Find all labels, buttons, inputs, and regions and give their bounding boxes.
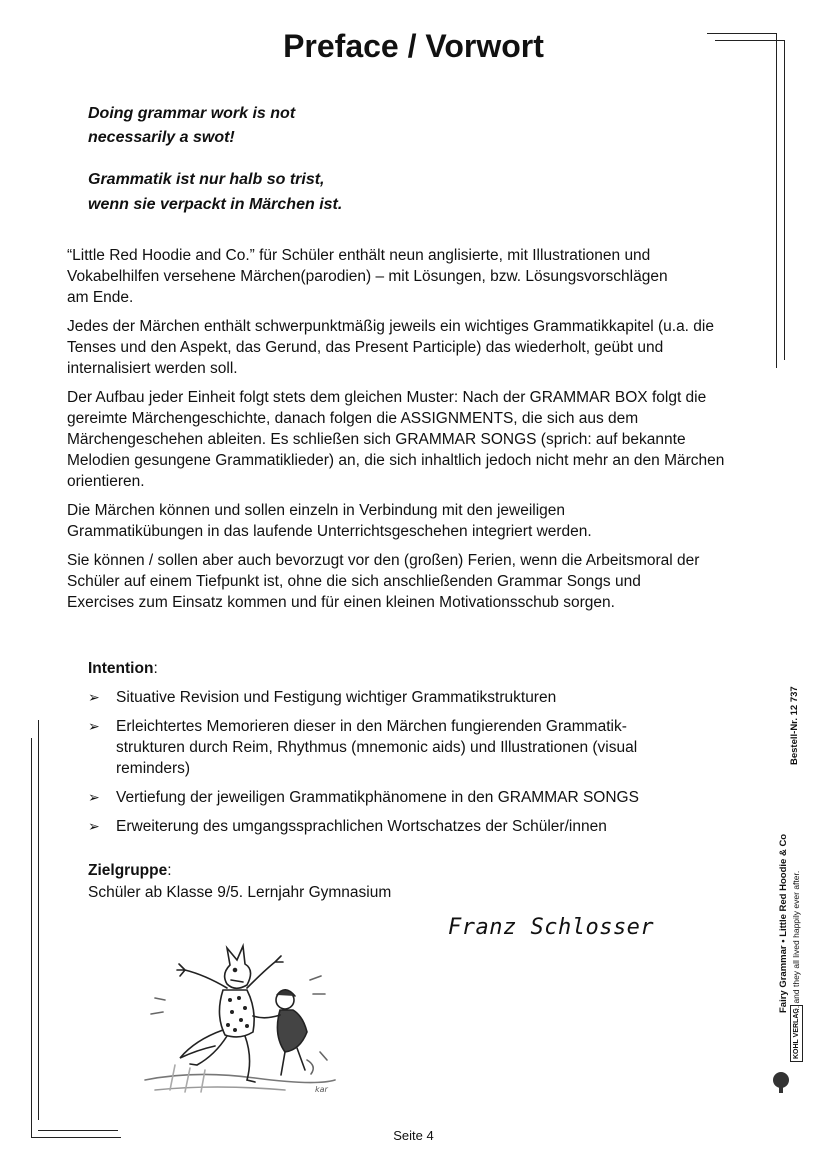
target-colon: : bbox=[167, 862, 172, 879]
series-title: Fairy Grammar • Little Red Hoodie & Co bbox=[778, 833, 789, 1013]
motto-line-2: necessarily a swot! bbox=[88, 129, 235, 146]
motto-line-4: wenn sie verpackt in Märchen ist. bbox=[88, 196, 343, 213]
list-item-text: Vertiefung der jeweiligen Grammatikphänomene in den GRAMMAR SONGS bbox=[116, 789, 639, 806]
list-item bbox=[88, 816, 728, 837]
intention-heading: Intention bbox=[88, 660, 154, 677]
arrow-bullet-icon: ➢ bbox=[88, 718, 100, 734]
frame-line-right-v bbox=[776, 33, 777, 368]
list-item-text: Situative Revision und Festigung wichtiger Grammatikstrukturen bbox=[116, 689, 557, 706]
svg-text:kar: kar bbox=[315, 1085, 328, 1094]
page-title: Preface / Vorwort bbox=[283, 28, 544, 64]
intention-colon: : bbox=[153, 660, 158, 677]
paragraph: Die Märchen können und sollen einzeln in Verbindung mit den jeweiligen Grammatikübungen in das laufende Unterrichtsgeschehen integriert werden. bbox=[67, 502, 592, 540]
target-text: Schüler ab Klasse 9/5. Lernjahr Gymnasium bbox=[88, 884, 392, 901]
arrow-bullet-icon: ➢ bbox=[88, 818, 100, 834]
target-heading: Zielgruppe bbox=[88, 862, 168, 879]
frame-line-left-v2 bbox=[38, 720, 39, 1120]
list-item bbox=[88, 787, 728, 808]
intention-section bbox=[88, 658, 728, 845]
frame-line-left-v bbox=[31, 738, 32, 1138]
motto-line-3: Grammatik ist nur halb so trist, bbox=[88, 171, 325, 188]
body-text bbox=[67, 245, 725, 621]
publisher-logo-icon bbox=[768, 1068, 794, 1094]
publisher-logo-text: KOHL VERLAG bbox=[790, 1005, 803, 1062]
order-number: Bestell-Nr. 12 737 bbox=[789, 686, 800, 765]
paragraph: Sie können / sollen aber auch bevorzugt vor den (großen) Ferien, wenn die Arbeitsmoral der Schüler auf einem Tiefpunkt ist, ohne die sich anschließenden Grammar Songs und Exercises zum Einsatz kommen und für einen kleinen Motivationsschub sorgen. bbox=[67, 552, 700, 611]
list-item-text: Erweiterung des umgangssprachlichen Wortschatzes der Schüler/innen bbox=[116, 818, 607, 835]
intention-list bbox=[88, 687, 728, 837]
list-item bbox=[88, 716, 691, 779]
list-item bbox=[88, 687, 728, 708]
wolf-dance-illustration bbox=[135, 940, 345, 1105]
signature: Franz Schlosser bbox=[448, 915, 655, 940]
paragraph: Jedes der Märchen enthält schwerpunktmäßig jeweils ein wichtiges Grammatikkapitel (u.a. die Tenses und den Aspekt, das Gerund, das Present Participle) das wiederholt, geübt und internalisiert werden soll. bbox=[67, 318, 714, 377]
paragraph: Der Aufbau jeder Einheit folgt stets dem gleichen Muster: Nach der GRAMMAR BOX folgt die gereimte Märchengeschichte, danach folgen die ASSIGNMENTS, die sich aus dem Märchengeschehen ableiten. Es schließen sich GRAMMAR SONGS (sprich: auf bekannte Melodien gesungene Grammatiklieder) an, die sich inhaltlich jedoch nicht mehr an den Märchen orientieren. bbox=[67, 389, 725, 490]
arrow-bullet-icon: ➢ bbox=[88, 789, 100, 805]
paragraph: “Little Red Hoodie and Co.” für Schüler enthält neun anglisierte, mit Illustrationen und Vokabelhilfen versehene Märchen(parodien) – mit Lösungen, bzw. Lösungsvorschlägen am Ende. bbox=[67, 247, 668, 306]
arrow-bullet-icon: ➢ bbox=[88, 689, 100, 705]
list-item-text: Erleichtertes Memorieren dieser in den Märchen fungierenden Grammatik-strukturen durch Reim, Rhythmus (mnemonic aids) und Illustrationen (visual reminders) bbox=[116, 718, 638, 777]
series-subtitle: ... and they all lived happily ever after. bbox=[791, 870, 801, 1013]
frame-line-right-v2 bbox=[784, 40, 785, 360]
target-group-section bbox=[88, 860, 391, 904]
page-number: Seite 4 bbox=[393, 1128, 434, 1143]
motto-line-1: Doing grammar work is not bbox=[88, 105, 296, 122]
